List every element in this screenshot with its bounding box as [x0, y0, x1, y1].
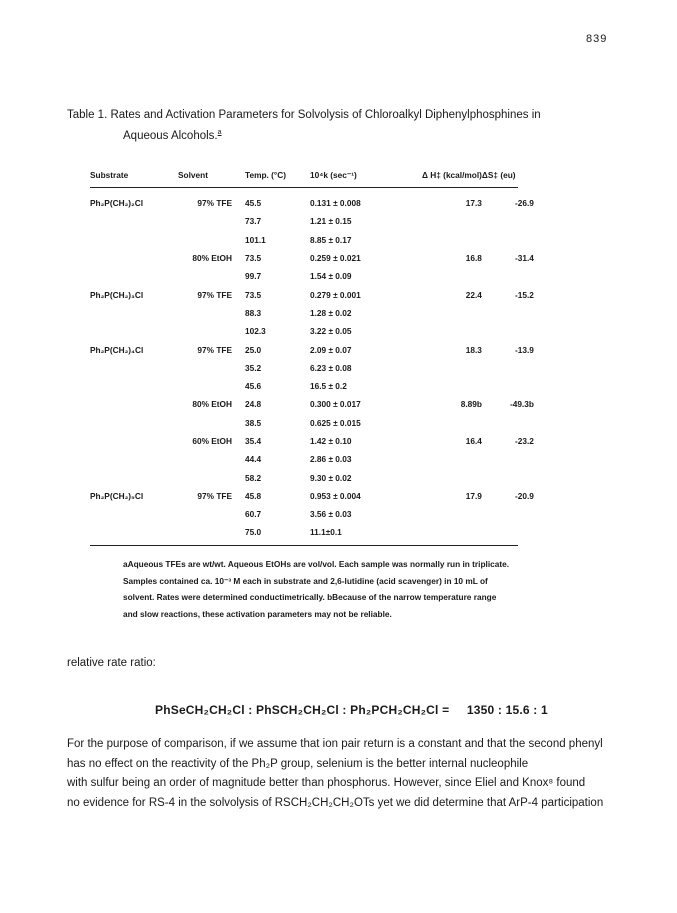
cell-substrate — [90, 231, 176, 249]
cell-ds — [482, 212, 534, 230]
paragraph-line-4: no evidence for RS-4 in the solvolysis of RSCH₂CH₂CH₂OTs yet we did determine that ArP-4 participation — [67, 796, 604, 809]
cell-dh — [422, 377, 482, 395]
table-row — [90, 414, 534, 432]
cell-ds — [482, 468, 534, 486]
cell-ds — [482, 505, 534, 523]
paragraph-line-3: with sulfur being an order of magnitude better than phosphorus. However, since Eliel and Knox⁸ found — [67, 777, 586, 789]
cell-dh — [422, 414, 482, 432]
cell-solvent — [176, 414, 242, 432]
header-ds: ΔS‡ (eu) — [481, 170, 516, 180]
table-row — [90, 505, 534, 523]
cell-solvent: 97% TFE — [197, 490, 232, 501]
cell-temp: 101.1 — [245, 234, 266, 245]
table-footnote — [123, 556, 553, 622]
cell-ds — [482, 267, 534, 285]
cell-ds — [482, 377, 534, 395]
cell-dh: 8.89b — [460, 399, 482, 410]
table-row — [90, 340, 534, 358]
cell-dh — [422, 212, 482, 230]
cell-dh — [422, 359, 482, 377]
caption-line-1: Table 1. Rates and Activation Parameters for Solvolysis of Chloroalkyl Diphenylphosphines in — [67, 109, 541, 121]
table-row — [90, 212, 534, 230]
cell-solvent: 97% TFE — [197, 198, 232, 209]
header-rule — [90, 187, 518, 188]
cell-rate: 1.42 ± 0.10 — [310, 436, 352, 446]
cell-ds — [482, 231, 534, 249]
cell-rate: 8.85 ± 0.17 — [310, 234, 352, 245]
footnote-line-4: and slow reactions, these activation parameters may not be reliable. — [123, 608, 392, 619]
cell-solvent — [176, 212, 242, 230]
footnote-line-2: Samples contained ca. 10⁻³ M each in substrate and 2,6-lutidine (acid scavenger) in 10 mL of — [123, 575, 488, 586]
paragraph-line-2: has no effect on the reactivity of the Ph₂P group, selenium is the better internal nucleophile — [67, 757, 529, 770]
cell-dh: 18.3 — [465, 344, 482, 355]
cell-temp: 45.8 — [245, 490, 262, 501]
cell-substrate — [90, 322, 176, 340]
cell-rate: 1.28 ± 0.02 — [310, 307, 352, 318]
cell-rate: 1.21 ± 0.15 — [310, 216, 352, 227]
cell-solvent — [176, 468, 242, 486]
cell-ds — [482, 523, 534, 541]
cell-temp: 44.4 — [245, 454, 262, 465]
cell-solvent — [176, 505, 242, 523]
cell-solvent — [176, 231, 242, 249]
cell-rate: 0.625 ± 0.015 — [310, 417, 361, 428]
cell-substrate — [90, 304, 176, 322]
cell-temp: 73.5 — [245, 289, 262, 300]
cell-substrate — [90, 468, 176, 486]
cell-ds: -23.2 — [515, 436, 534, 446]
cell-solvent — [176, 377, 242, 395]
cell-substrate: Ph₂P(CH₂)₄Cl — [90, 344, 144, 355]
cell-temp: 38.5 — [245, 417, 262, 428]
table-row — [90, 523, 534, 541]
cell-temp: 73.5 — [245, 253, 262, 264]
cell-ds — [482, 322, 534, 340]
cell-solvent — [176, 450, 242, 468]
table-header-row — [90, 170, 534, 194]
cell-solvent — [176, 304, 242, 322]
cell-temp: 75.0 — [245, 527, 262, 538]
cell-rate: 0.953 ± 0.004 — [310, 490, 361, 501]
cell-rate: 0.300 ± 0.017 — [310, 399, 361, 410]
cell-rate: 1.54 ± 0.09 — [310, 271, 352, 282]
rates-table — [90, 170, 534, 542]
cell-solvent: 80% EtOH — [192, 399, 232, 410]
cell-ds — [482, 359, 534, 377]
cell-temp: 25.0 — [245, 344, 262, 355]
cell-substrate — [90, 267, 176, 285]
cell-temp: 45.5 — [245, 198, 262, 209]
table-row — [90, 468, 534, 486]
cell-dh: 17.3 — [465, 198, 482, 209]
cell-solvent: 60% EtOH — [192, 436, 232, 446]
table-row — [90, 377, 534, 395]
relative-rate-label: relative rate ratio: — [67, 657, 156, 669]
table-row — [90, 395, 534, 413]
cell-solvent: 97% TFE — [197, 344, 232, 355]
table-row — [90, 267, 534, 285]
cell-substrate — [90, 432, 176, 450]
page-number: 839 — [586, 33, 608, 45]
cell-ds: -26.9 — [515, 198, 534, 209]
cell-substrate — [90, 395, 176, 413]
table-row — [90, 304, 534, 322]
cell-temp: 60.7 — [245, 509, 262, 520]
cell-temp: 102.3 — [245, 326, 266, 337]
cell-solvent: 97% TFE — [197, 289, 232, 300]
rate-equation — [155, 703, 548, 717]
table-row — [90, 249, 534, 267]
cell-dh — [422, 468, 482, 486]
cell-dh — [422, 304, 482, 322]
equation-lhs: PhSeCH₂CH₂Cl : PhSCH₂CH₂Cl : Ph₂PCH₂CH₂Cl = — [155, 703, 450, 717]
cell-ds: -31.4 — [515, 253, 534, 264]
cell-dh: 16.8 — [465, 253, 482, 264]
cell-rate: 2.86 ± 0.03 — [310, 454, 352, 465]
table-caption — [67, 107, 627, 145]
cell-rate: 0.259 ± 0.021 — [310, 253, 361, 264]
cell-rate: 2.09 ± 0.07 — [310, 344, 352, 355]
cell-temp: 99.7 — [245, 271, 262, 282]
cell-substrate — [90, 249, 176, 267]
cell-ds: -20.9 — [515, 490, 534, 501]
footnote-line-1: aAqueous TFEs are wt/wt. Aqueous EtOHs are vol/vol. Each sample was normally run in triplicate. — [123, 559, 510, 569]
cell-solvent — [176, 267, 242, 285]
cell-solvent — [176, 322, 242, 340]
cell-temp: 35.2 — [245, 362, 262, 373]
cell-dh — [422, 267, 482, 285]
cell-dh: 17.9 — [465, 490, 482, 501]
cell-rate: 3.22 ± 0.05 — [310, 326, 352, 337]
cell-rate: 6.23 ± 0.08 — [310, 362, 352, 373]
header-solvent: Solvent — [178, 170, 208, 180]
cell-ds — [482, 304, 534, 322]
cell-substrate — [90, 450, 176, 468]
cell-dh — [422, 523, 482, 541]
cell-substrate — [90, 414, 176, 432]
cell-substrate — [90, 505, 176, 523]
cell-substrate — [90, 523, 176, 541]
table-bottom-rule — [90, 545, 518, 546]
cell-dh — [422, 505, 482, 523]
cell-ds: -49.3b — [509, 399, 534, 410]
cell-temp: 73.7 — [245, 216, 262, 227]
header-temp: Temp. (°C) — [245, 170, 286, 180]
cell-solvent — [176, 359, 242, 377]
cell-temp: 58.2 — [245, 472, 262, 483]
table-row — [90, 285, 534, 303]
cell-dh — [422, 322, 482, 340]
cell-rate: 0.131 ± 0.008 — [310, 198, 361, 209]
cell-temp: 24.8 — [245, 399, 262, 410]
table-row — [90, 487, 534, 505]
cell-ds: -15.2 — [515, 289, 534, 300]
cell-dh — [422, 231, 482, 249]
footnote-line-3: solvent. Rates were determined conductimetrically. bBecause of the narrow temperature range — [123, 592, 497, 602]
cell-substrate — [90, 212, 176, 230]
cell-substrate: Ph₂P(CH₂)₂Cl — [90, 198, 144, 209]
table-row — [90, 450, 534, 468]
cell-rate: 9.30 ± 0.02 — [310, 472, 352, 483]
cell-temp: 88.3 — [245, 307, 262, 318]
cell-dh: 22.4 — [465, 289, 482, 300]
header-substrate: Substrate — [90, 170, 129, 180]
cell-solvent — [176, 523, 242, 541]
table-row — [90, 322, 534, 340]
cell-rate: 3.56 ± 0.03 — [310, 509, 352, 520]
table-row — [90, 432, 534, 450]
cell-dh — [422, 450, 482, 468]
cell-ds: -13.9 — [515, 344, 534, 355]
cell-rate: 16.5 ± 0.2 — [310, 381, 347, 392]
cell-rate: 11.1±0.1 — [310, 527, 342, 538]
body-paragraph — [67, 735, 642, 813]
cell-substrate: Ph₂P(CH₂)₅Cl — [90, 490, 144, 501]
paragraph-line-1: For the purpose of comparison, if we assume that ion pair return is a constant and that the second phenyl — [67, 738, 603, 750]
cell-temp: 45.6 — [245, 381, 262, 392]
equation-rhs: 1350 : 15.6 : 1 — [466, 703, 548, 717]
cell-temp: 35.4 — [245, 436, 262, 446]
cell-substrate: Ph₂P(CH₂)₃Cl — [90, 289, 144, 300]
cell-dh: 16.4 — [465, 436, 482, 446]
header-dh: Δ H‡ (kcal/mol) — [422, 170, 482, 180]
table-row — [90, 194, 534, 212]
table-row — [90, 359, 534, 377]
cell-solvent: 80% EtOH — [192, 253, 232, 264]
table-row — [90, 231, 534, 249]
cell-substrate — [90, 377, 176, 395]
header-rate: 10⁴k (sec⁻¹) — [310, 170, 357, 180]
cell-ds — [482, 450, 534, 468]
table-body — [90, 194, 534, 542]
caption-line-2: Aqueous Alcohols.$^a$ — [123, 129, 222, 142]
cell-rate: 0.279 ± 0.001 — [310, 289, 361, 300]
cell-ds — [482, 414, 534, 432]
cell-substrate — [90, 359, 176, 377]
